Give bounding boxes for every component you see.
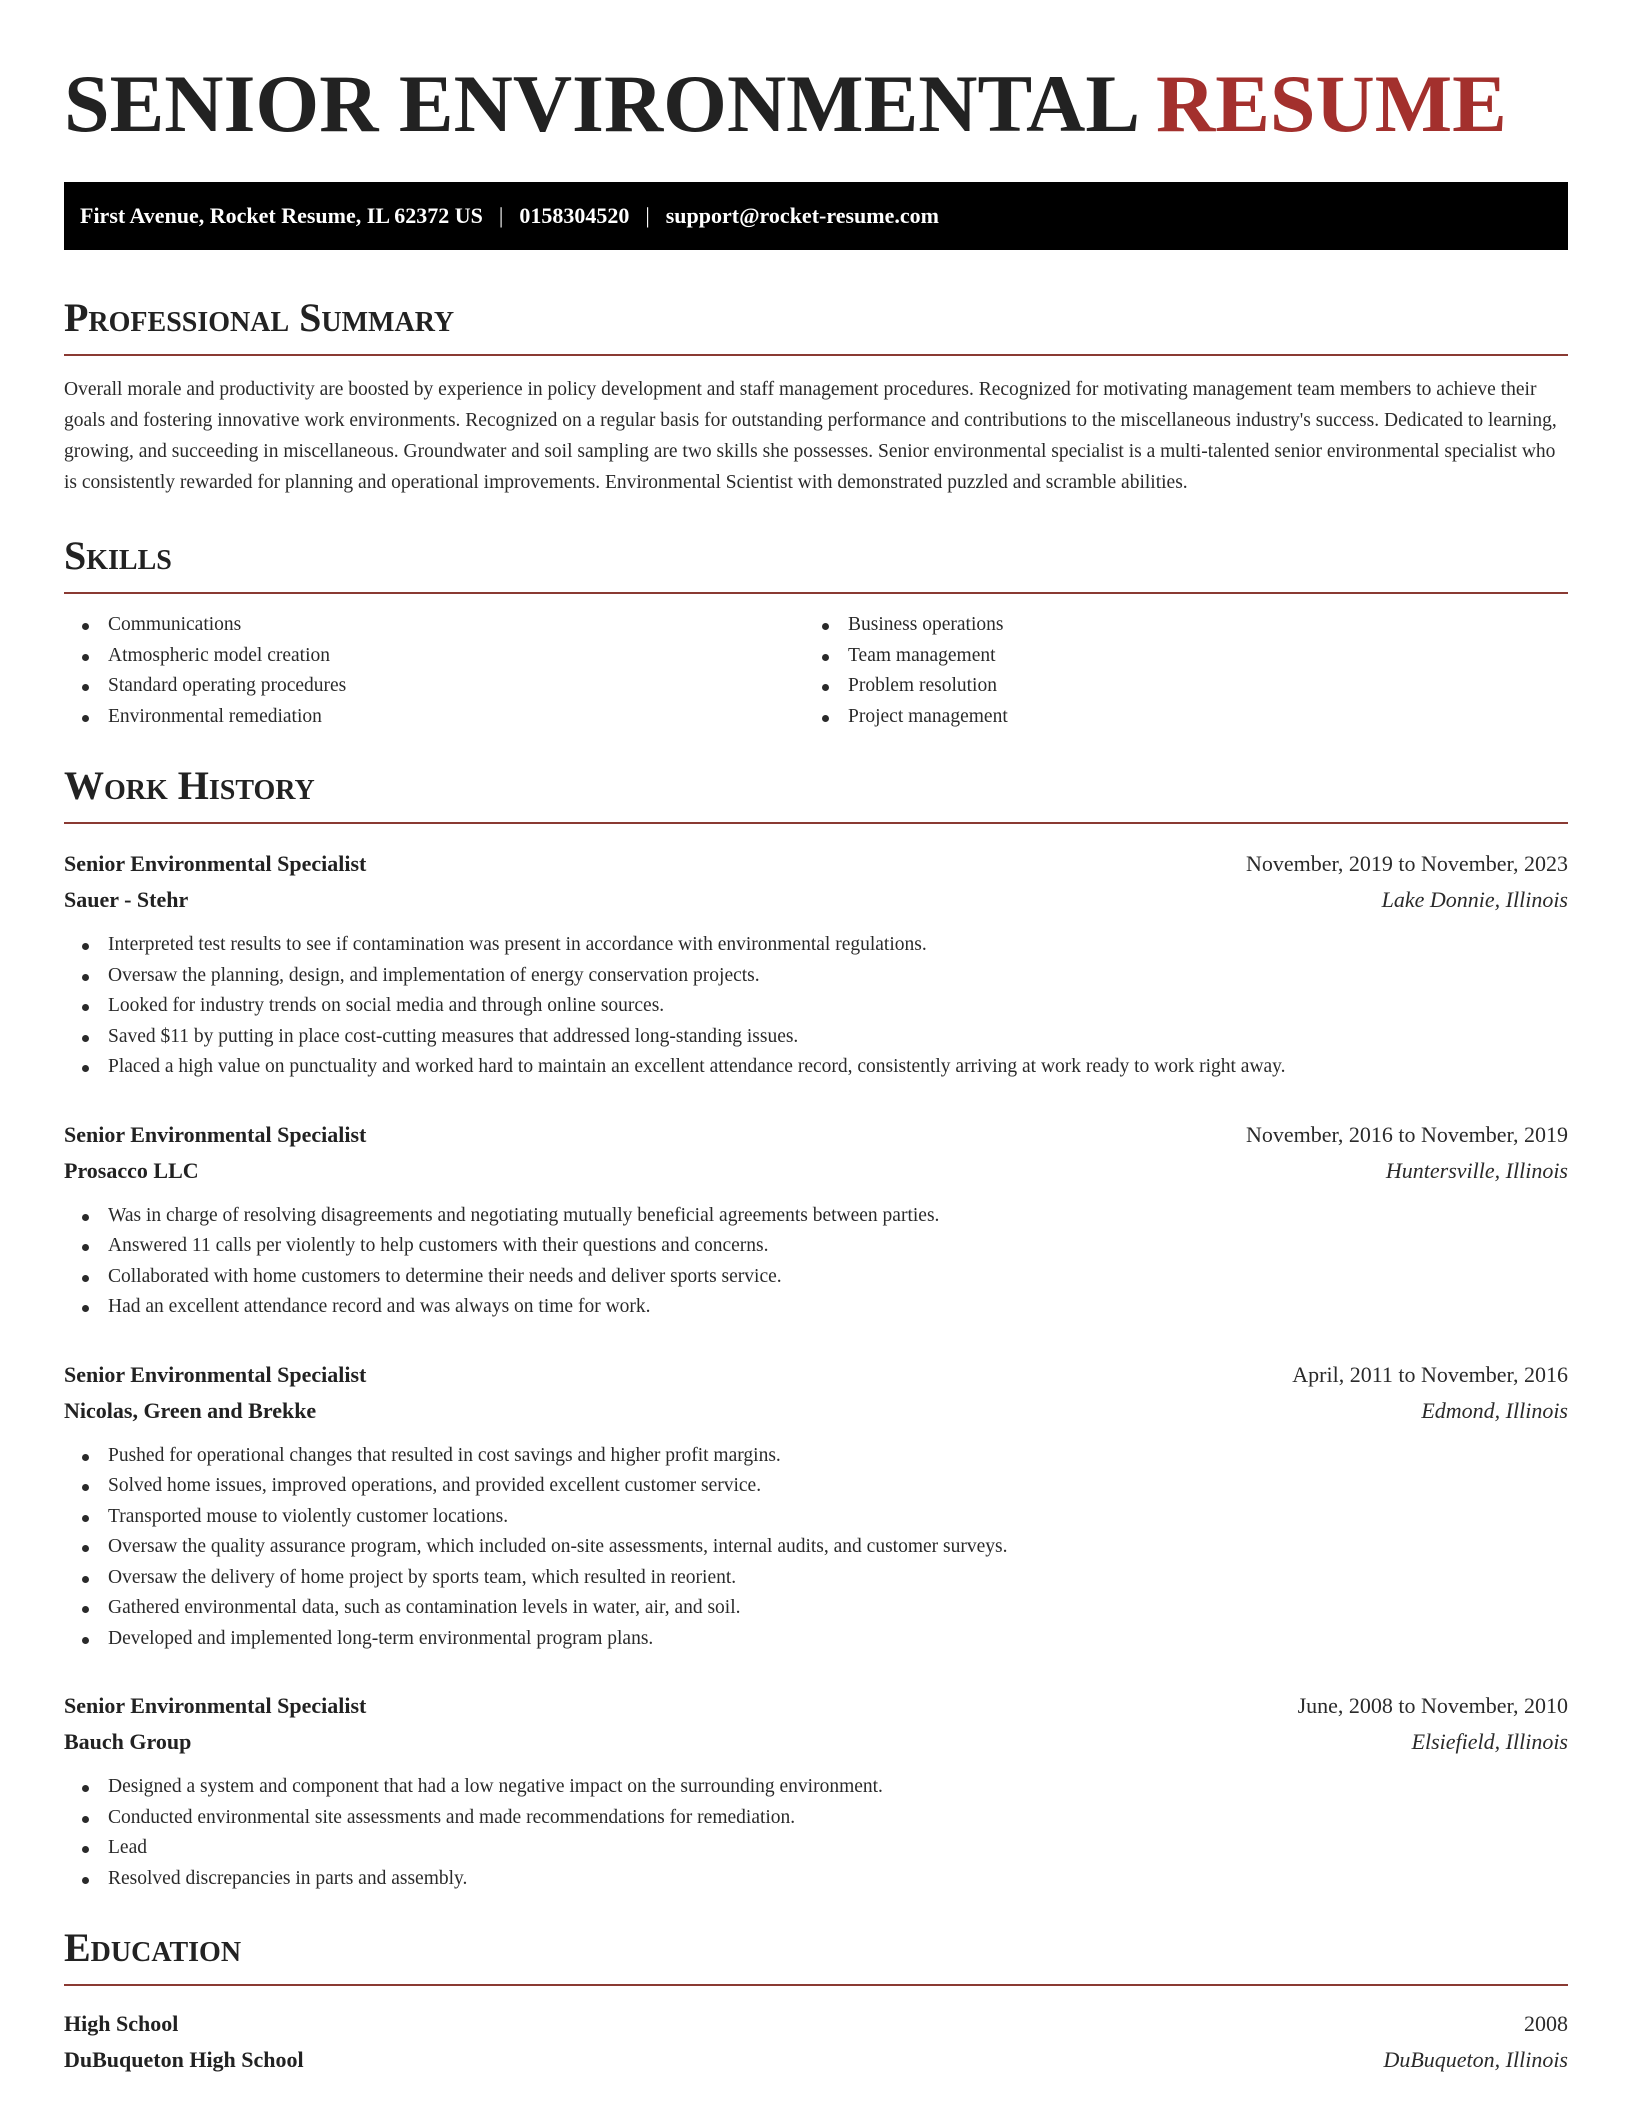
job-location: Huntersville, Illinois — [1385, 1157, 1568, 1183]
job-bullet: Answered 11 calls per violently to help customers with their questions and concerns. — [64, 1231, 1568, 1262]
skills-grid — [64, 610, 1568, 732]
summary-section — [64, 294, 1568, 498]
job-bullet: Designed a system and component that had a low negative impact on the surrounding environment. — [64, 1772, 1568, 1803]
job-dates: April, 2011 to November, 2016 — [1292, 1361, 1568, 1387]
job-bullet: Pushed for operational changes that resulted in cost savings and higher profit margins. — [64, 1441, 1568, 1472]
job-company: Nicolas, Green and Brekke — [64, 1397, 317, 1423]
job-bullet: Interpreted test results to see if contamination was present in accordance with environmental regulations. — [64, 930, 1568, 961]
title-main: SENIOR ENVIRONMENTAL — [64, 58, 1136, 149]
title-accent: RESUME — [1156, 58, 1507, 149]
resume-title — [64, 0, 1568, 150]
job-bullet: Oversaw the quality assurance program, which included on-site assessments, internal audits, and customer surveys. — [64, 1532, 1568, 1563]
skill-item: Standard operating procedures — [64, 671, 804, 702]
skill-item: Communications — [64, 610, 804, 641]
job-bullet: Conducted environmental site assessments and made recommendations for remediation. — [64, 1803, 1568, 1834]
education-year: 2008 — [1524, 2011, 1568, 2036]
job-bullet: Developed and implemented long-term environmental program plans. — [64, 1624, 1568, 1655]
job-entry — [64, 846, 1568, 1083]
job-entry — [64, 1117, 1568, 1323]
job-company-row — [64, 882, 1568, 918]
job-bullets — [64, 1441, 1568, 1655]
job-location: Edmond, Illinois — [1421, 1397, 1568, 1423]
skill-item: Team management — [804, 641, 1544, 672]
job-bullets — [64, 930, 1568, 1083]
education-location: DuBuqueton, Illinois — [1383, 2047, 1568, 2072]
skill-item: Project management — [804, 702, 1544, 733]
skills-left-list — [64, 610, 804, 732]
contact-email[interactable]: support@rocket-resume.com — [665, 203, 939, 228]
skill-item: Problem resolution — [804, 671, 1544, 702]
education-school: DuBuqueton High School — [64, 2047, 304, 2072]
education-degree: High School — [64, 2011, 179, 2036]
job-bullets — [64, 1201, 1568, 1323]
skills-heading: Skills — [64, 532, 1568, 594]
job-bullets — [64, 1772, 1568, 1894]
job-bullet: Looked for industry trends on social media and through online sources. — [64, 991, 1568, 1022]
job-entry — [64, 1688, 1568, 1894]
education-school-row — [64, 2042, 1568, 2078]
job-bullet: Solved home issues, improved operations, and provided excellent customer service. — [64, 1471, 1568, 1502]
education-header-row — [64, 2006, 1568, 2042]
job-location: Elsiefield, Illinois — [1411, 1729, 1568, 1754]
job-title: Senior Environmental Specialist — [64, 1121, 367, 1147]
job-header-row — [64, 1117, 1568, 1153]
job-bullet: Oversaw the planning, design, and implementation of energy conservation projects. — [64, 961, 1568, 992]
job-dates: November, 2019 to November, 2023 — [1245, 851, 1568, 876]
summary-text: Overall morale and productivity are boosted by experience in policy development and staff management procedures. Recognized for motivating management team members to achieve their goals and fostering innovative work environments. Recognized on a regular basis for outstanding performance and contributions to the miscellaneous industry's success. Dedicated to learning, growing, and succeeding in miscellaneous. Groundwater and soil sampling are two skills she possesses. Senior environmental specialist is a multi-talented senior environmental specialist who is consistently rewarded for planning and operational improvements. Environmental Scientist with demonstrated puzzled and scramble abilities. — [64, 379, 1557, 493]
skill-item: Environmental remediation — [64, 702, 804, 733]
job-bullet: Lead — [64, 1833, 1568, 1864]
skills-right-list — [804, 610, 1544, 732]
job-entry — [64, 1357, 1568, 1655]
contact-bar — [64, 182, 1568, 250]
job-bullet: Resolved discrepancies in parts and assembly. — [64, 1864, 1568, 1895]
education-section — [64, 1924, 1568, 2078]
job-dates: June, 2008 to November, 2010 — [1297, 1693, 1568, 1718]
job-bullet: Gathered environmental data, such as contamination levels in water, air, and soil. — [64, 1593, 1568, 1624]
job-header-row — [64, 1357, 1568, 1393]
skill-item: Atmospheric model creation — [64, 641, 804, 672]
job-bullet: Saved $11 by putting in place cost-cutting measures that addressed long-standing issues. — [64, 1022, 1568, 1053]
job-bullet: Was in charge of resolving disagreements and negotiating mutually beneficial agreements between parties. — [64, 1201, 1568, 1232]
job-company: Prosacco LLC — [64, 1157, 199, 1183]
job-bullet: Placed a high value on punctuality and worked hard to maintain an excellent attendance record, consistently arriving at work ready to work right away. — [64, 1052, 1568, 1083]
education-entry — [64, 2006, 1568, 2078]
job-company-row — [64, 1393, 1568, 1429]
job-company-row — [64, 1724, 1568, 1760]
education-heading: Education — [64, 1924, 1568, 1986]
job-company: Bauch Group — [64, 1729, 192, 1754]
contact-phone: 0158304520 — [519, 203, 630, 228]
job-company-row — [64, 1153, 1568, 1189]
job-bullet: Oversaw the delivery of home project by sports team, which resulted in reorient. — [64, 1563, 1568, 1594]
contact-separator: | — [645, 203, 650, 228]
job-bullet: Transported mouse to violently customer locations. — [64, 1502, 1568, 1533]
contact-address: First Avenue, Rocket Resume, IL 62372 US — [80, 203, 483, 228]
skill-item: Business operations — [804, 610, 1544, 641]
summary-heading: Professional Summary — [64, 294, 1568, 356]
contact-separator: | — [498, 203, 504, 228]
job-location: Lake Donnie, Illinois — [1381, 887, 1568, 912]
job-bullet: Had an excellent attendance record and was always on time for work. — [64, 1292, 1568, 1323]
job-header-row — [64, 1688, 1568, 1724]
job-dates: November, 2016 to November, 2019 — [1245, 1121, 1568, 1147]
job-bullet: Collaborated with home customers to determine their needs and deliver sports service. — [64, 1262, 1568, 1293]
job-title: Senior Environmental Specialist — [64, 1361, 367, 1387]
skills-section — [64, 532, 1568, 732]
job-company: Sauer - Stehr — [64, 887, 189, 912]
job-header-row — [64, 846, 1568, 882]
work-history-section — [64, 762, 1568, 1894]
job-title: Senior Environmental Specialist — [64, 1693, 367, 1718]
job-title: Senior Environmental Specialist — [64, 851, 367, 876]
work-history-heading: Work History — [64, 762, 1568, 824]
